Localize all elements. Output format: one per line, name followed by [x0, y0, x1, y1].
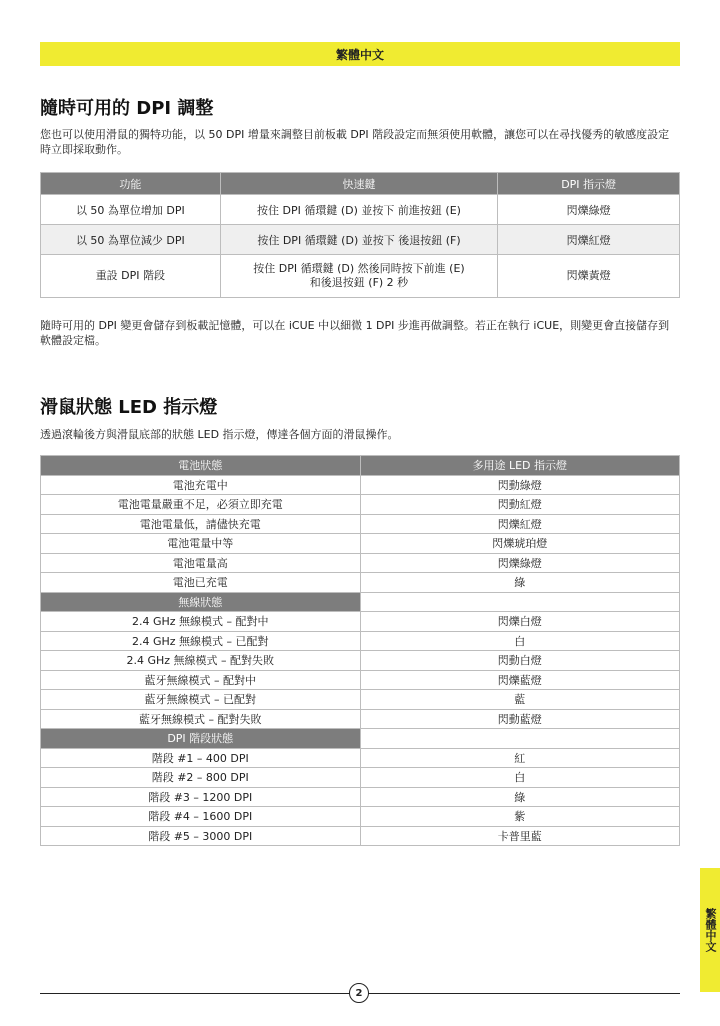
table-cell: 閃爍綠燈 [360, 553, 680, 573]
table-cell: 2.4 GHz 無線模式 – 配對失敗 [41, 651, 361, 671]
table-row [41, 807, 680, 827]
table-cell: 閃動綠燈 [360, 475, 680, 495]
column-header: DPI 指示燈 [498, 173, 680, 195]
column-header: 功能 [41, 173, 221, 195]
table-group-row [41, 729, 680, 749]
table-cell: 藍 [360, 690, 680, 710]
table-row [41, 670, 680, 690]
table-cell: 2.4 GHz 無線模式 – 配對中 [41, 612, 361, 632]
table-row [41, 690, 680, 710]
table-cell: 卡普里藍 [360, 826, 680, 846]
table-cell: 綠 [360, 573, 680, 593]
led-status-table [40, 455, 680, 846]
table-row [41, 612, 680, 632]
table-cell [220, 255, 498, 298]
table-cell: 白 [360, 768, 680, 788]
table-cell: 閃爍藍燈 [360, 670, 680, 690]
table-row [41, 651, 680, 671]
table-row [41, 495, 680, 515]
table-cell: 電池已充電 [41, 573, 361, 593]
table-cell: 閃爍白燈 [360, 612, 680, 632]
table-cell: 電池充電中 [41, 475, 361, 495]
table-row [41, 573, 680, 593]
table-cell: 白 [360, 631, 680, 651]
table-cell: 電池電量低，請儘快充電 [41, 514, 361, 534]
table-group-row [41, 592, 680, 612]
table-cell: 階段 #5 – 3000 DPI [41, 826, 361, 846]
cell-line: 按住 DPI 循環鍵 (D) 然後同時按下前進 (E) [253, 262, 465, 275]
table-cell: 以 50 為單位減少 DPI [41, 225, 221, 255]
table-row [41, 514, 680, 534]
table-cell: 階段 #2 – 800 DPI [41, 768, 361, 788]
table-cell: 紅 [360, 748, 680, 768]
table-cell: 藍牙無線模式 – 配對中 [41, 670, 361, 690]
table-cell: 閃動白燈 [360, 651, 680, 671]
table-cell: 閃動紅燈 [360, 495, 680, 515]
table-cell: 閃爍紅燈 [360, 514, 680, 534]
table-row [41, 553, 680, 573]
table-cell: 按住 DPI 循環鍵 (D) 並按下 後退按鈕 (F) [220, 225, 498, 255]
table-cell: 以 50 為單位增加 DPI [41, 195, 221, 225]
group-header: DPI 階段狀態 [41, 729, 361, 749]
table-cell: 綠 [360, 787, 680, 807]
table-header-row [41, 173, 680, 195]
language-banner-label: 繁體中文 [335, 47, 384, 62]
column-header: 快速鍵 [220, 173, 498, 195]
section-title-status-led: 滑鼠狀態 LED 指示燈 [40, 397, 218, 418]
table-row [41, 225, 680, 255]
column-header: 多用途 LED 指示燈 [360, 456, 680, 476]
table-row [41, 534, 680, 554]
table-cell: 閃爍琥珀燈 [360, 534, 680, 554]
table-cell: 階段 #3 – 1200 DPI [41, 787, 361, 807]
led-intro-paragraph: 透過滾輪後方與滑鼠底部的狀態 LED 指示燈，傳達各個方面的滑鼠操作。 [40, 428, 399, 441]
table-cell: 電池電量中等 [41, 534, 361, 554]
page-number: 2 [349, 983, 369, 1003]
table-cell: 藍牙無線模式 – 已配對 [41, 690, 361, 710]
table-header-row [41, 456, 680, 476]
table-row [41, 787, 680, 807]
table-row [41, 768, 680, 788]
table-cell: 電池電量嚴重不足，必須立即充電 [41, 495, 361, 515]
table-row [41, 195, 680, 225]
language-side-tab [700, 868, 720, 992]
table-cell: 閃動藍燈 [360, 709, 680, 729]
group-header: 無線狀態 [41, 592, 361, 612]
table-row [41, 748, 680, 768]
table-cell: 階段 #1 – 400 DPI [41, 748, 361, 768]
table-cell: 2.4 GHz 無線模式 – 已配對 [41, 631, 361, 651]
table-cell: 重設 DPI 階段 [41, 255, 221, 298]
table-cell: 閃爍黃燈 [498, 255, 680, 298]
table-cell: 階段 #4 – 1600 DPI [41, 807, 361, 827]
side-tab-label: 繁體中文 [704, 908, 717, 952]
table-cell: 閃爍紅燈 [498, 225, 680, 255]
table-cell: 閃爍綠燈 [498, 195, 680, 225]
table-cell-empty [360, 592, 680, 612]
table-row [41, 631, 680, 651]
table-row [41, 826, 680, 846]
section-title-dpi-adjust: 隨時可用的 DPI 調整 [40, 98, 214, 119]
dpi-intro-paragraph: 您也可以使用滑鼠的獨特功能，以 50 DPI 增量來調整目前板載 DPI 階段設定而無須使用軟體，讓您可以在尋找優秀的敏感度設定時立即採取動作。 [40, 128, 670, 156]
table-row [41, 475, 680, 495]
group-header: 電池狀態 [41, 456, 361, 476]
table-cell: 按住 DPI 循環鍵 (D) 並按下 前進按鈕 (E) [220, 195, 498, 225]
dpi-shortcut-table [40, 172, 680, 298]
table-cell: 電池電量高 [41, 553, 361, 573]
table-cell-empty [360, 729, 680, 749]
table-row [41, 709, 680, 729]
language-banner [40, 42, 680, 66]
dpi-note-paragraph: 隨時可用的 DPI 變更會儲存到板載記憶體，可以在 iCUE 中以細微 1 DPI 步進再做調整。若正在執行 iCUE，則變更會直接儲存到軟體設定檔。 [40, 319, 670, 347]
cell-line: 和後退按鈕 (F) 2 秒 [309, 276, 409, 289]
table-row [41, 255, 680, 298]
table-cell: 紫 [360, 807, 680, 827]
table-cell: 藍牙無線模式 – 配對失敗 [41, 709, 361, 729]
